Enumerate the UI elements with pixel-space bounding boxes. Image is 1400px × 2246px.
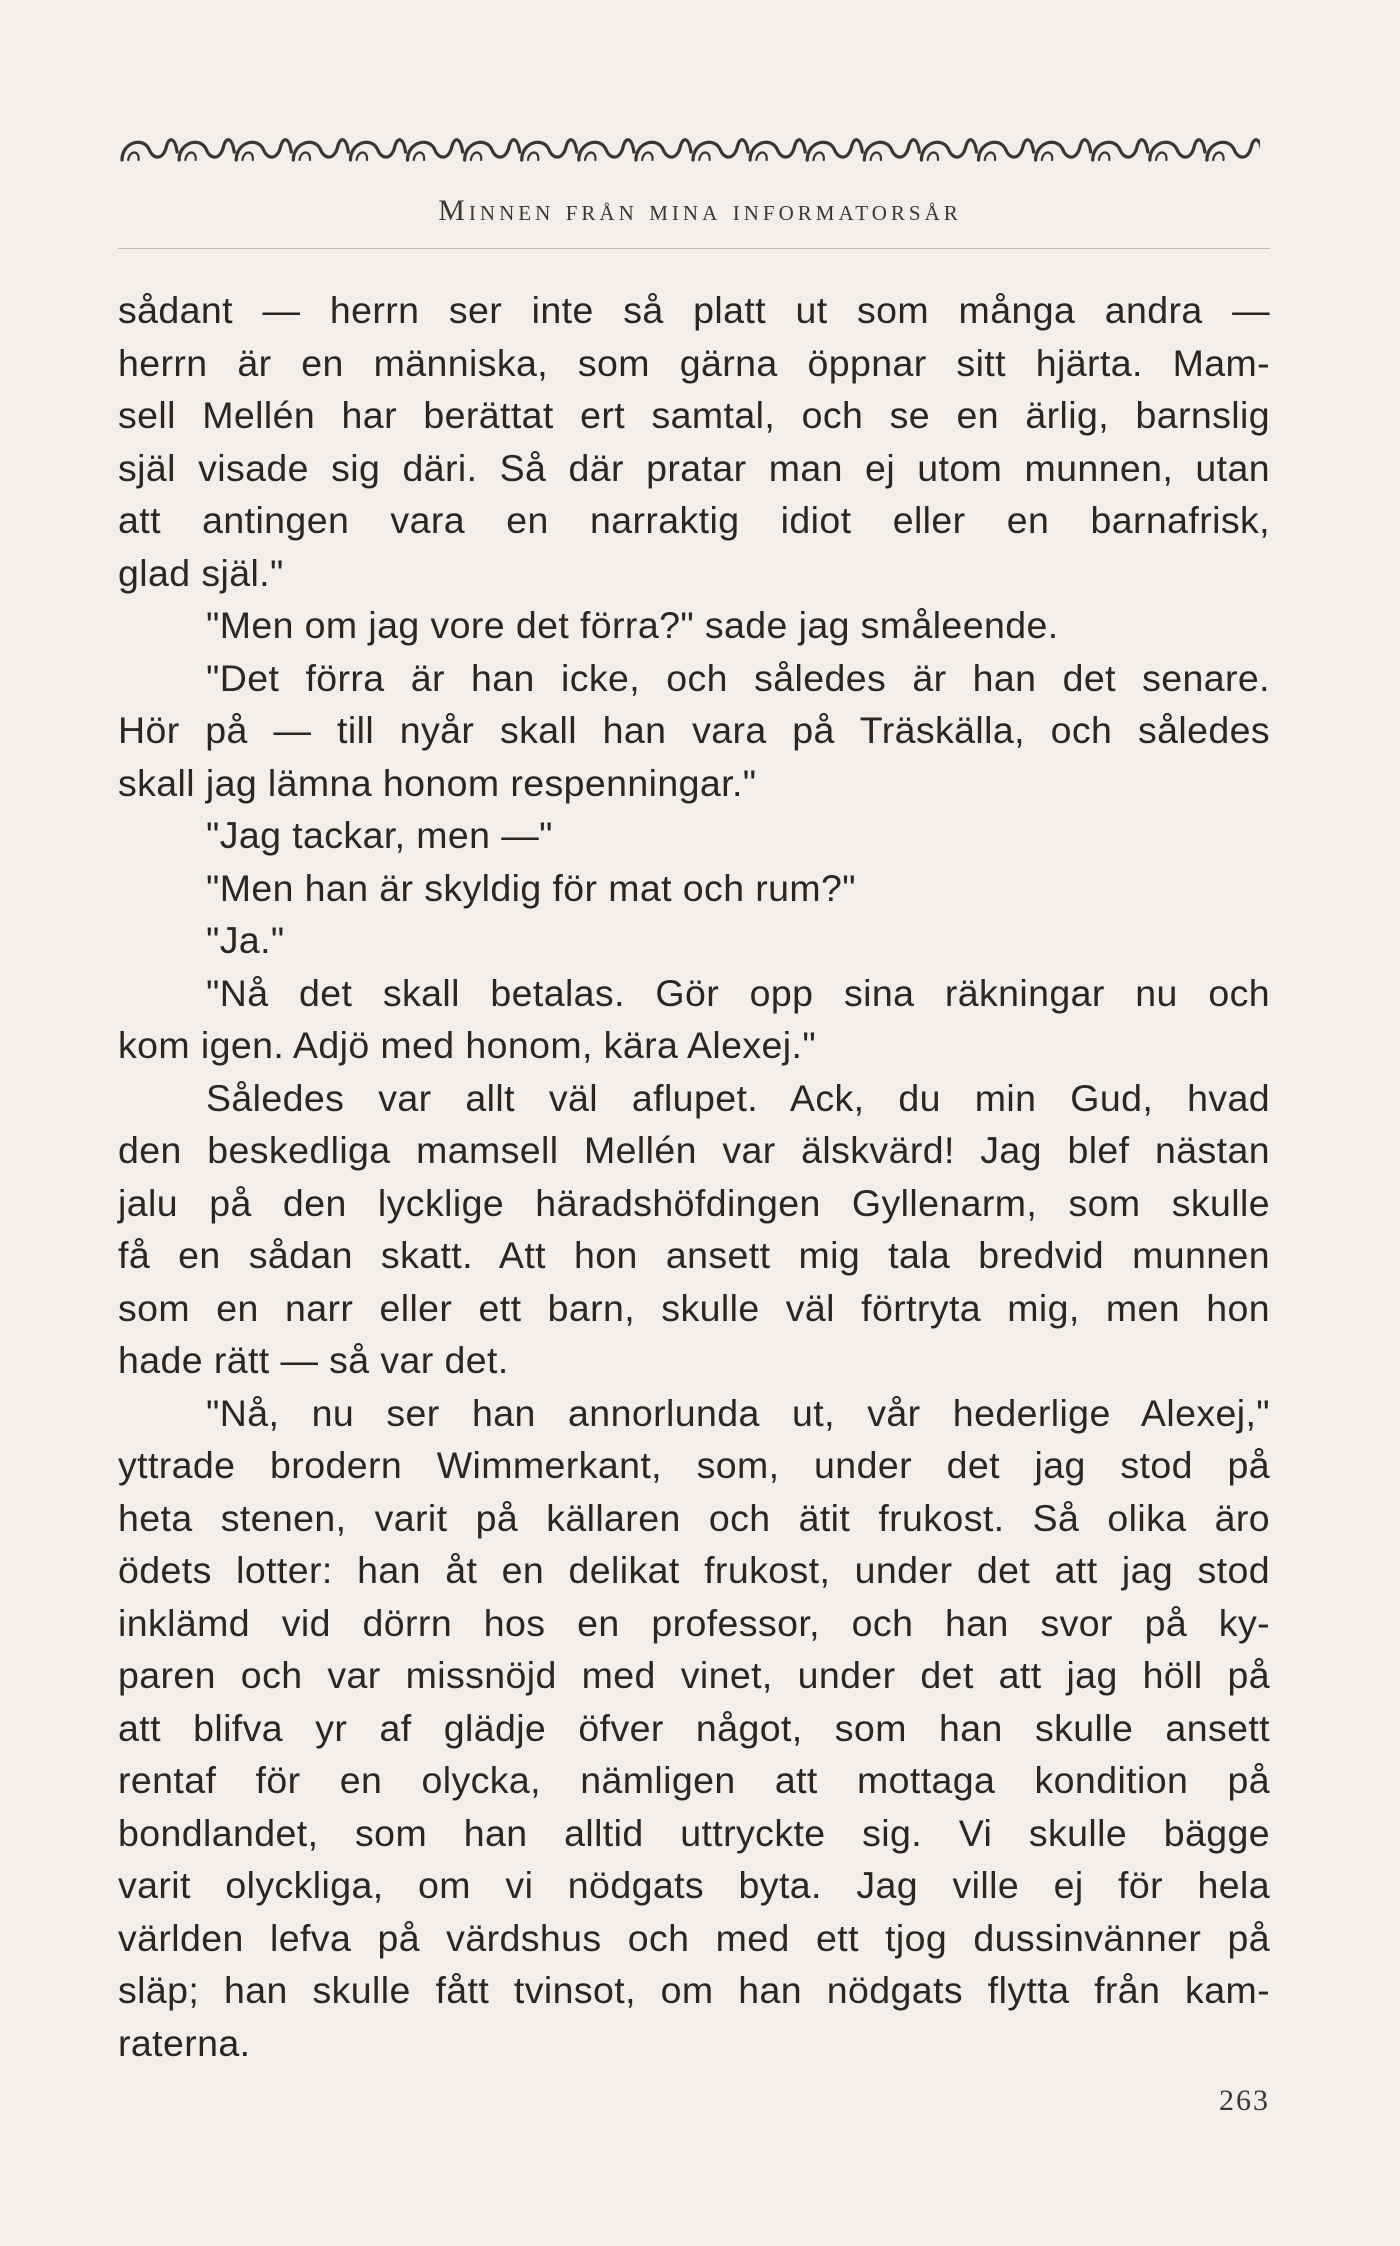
text-line: "Men han är skyldig för mat och rum?" [206, 866, 857, 909]
running-head: Minnen från mina informatorsår [438, 194, 962, 227]
text-line: Hör på — till nyår skall han vara på Träskälla, och således [118, 709, 1270, 751]
text-line: inklämd vid dörrn hos en professor, och han svor på ky- [118, 1601, 1270, 1644]
text-line: kom igen. Adjö med honom, kära Alexej." [118, 1024, 817, 1066]
text-line: raterna. [118, 2021, 251, 2064]
text-line: att blifva yr af glädje öfver något, som han skulle ansett [118, 1706, 1270, 1749]
text-line: hade rätt — så var det. [118, 1339, 509, 1381]
text-line: släp; han skulle fått tvinsot, om han nödgats flytta från kam- [118, 1969, 1270, 2011]
text-line: varit olyckliga, om vi nödgats byta. Jag ville ej för hela [118, 1864, 1270, 1906]
text-line: bondlandet, som han alltid uttryckte sig. Vi skulle bägge [118, 1811, 1270, 1854]
text-line: som en narr eller ett barn, skulle väl förtryta mig, men hon [118, 1286, 1270, 1329]
text-line: herrn är en människa, som gärna öppnar sitt hjärta. Mam- [118, 341, 1270, 384]
text-line: jalu på den lycklige häradshöfdingen Gyllenarm, som skulle [118, 1181, 1270, 1224]
body-text [118, 284, 1270, 2069]
text-line: världen lefva på värdshus och med ett tjog dussinvänner på [118, 1916, 1270, 1959]
text-line: paren och var missnöjd med vinet, under det att jag höll på [118, 1654, 1270, 1696]
text-line: yttrade brodern Wimmerkant, som, under det jag stod på [118, 1444, 1270, 1486]
text-line: själ visade sig däri. Så där pratar man ej utom munnen, utan [118, 446, 1270, 489]
text-line: "Det förra är han icke, och således är han det senare. [206, 656, 1270, 699]
text-line: Således var allt väl aflupet. Ack, du min Gud, hvad [206, 1076, 1270, 1119]
text-line: "Nå, nu ser han annorlunda ut, vår hederlige Alexej," [206, 1391, 1270, 1434]
text-line: rentaf för en olycka, nämligen att mottaga kondition på [118, 1759, 1270, 1801]
text-line: få en sådan skatt. Att hon ansett mig tala bredvid munnen [118, 1234, 1270, 1276]
text-line: skall jag lämna honom respenningar." [118, 761, 757, 804]
text-line: heta stenen, varit på källaren och ätit frukost. Så olika äro [118, 1496, 1270, 1539]
header-rule [118, 248, 1270, 249]
text-line: "Jag tackar, men —" [206, 814, 553, 856]
text-line: "Ja." [206, 919, 285, 961]
text-line: "Men om jag vore det förra?" sade jag småleende. [206, 604, 1059, 646]
text-line: att antingen vara en narraktig idiot eller en barnafrisk, [118, 499, 1270, 541]
text-line: glad själ." [118, 551, 284, 594]
page-number: 263 [1219, 2084, 1270, 2117]
text-line: den beskedliga mamsell Mellén var älskvärd! Jag blef nästan [118, 1129, 1270, 1171]
text-line: ödets lotter: han åt en delikat frukost, under det att jag stod [118, 1549, 1270, 1591]
decorative-border-ornament [118, 130, 1260, 172]
text-line: "Nå det skall betalas. Gör opp sina räkningar nu och [206, 971, 1270, 1014]
text-line: sell Mellén har berättat ert samtal, och se en ärlig, barnslig [118, 394, 1270, 436]
text-line: sådant — herrn ser inte så platt ut som många andra — [118, 289, 1270, 331]
